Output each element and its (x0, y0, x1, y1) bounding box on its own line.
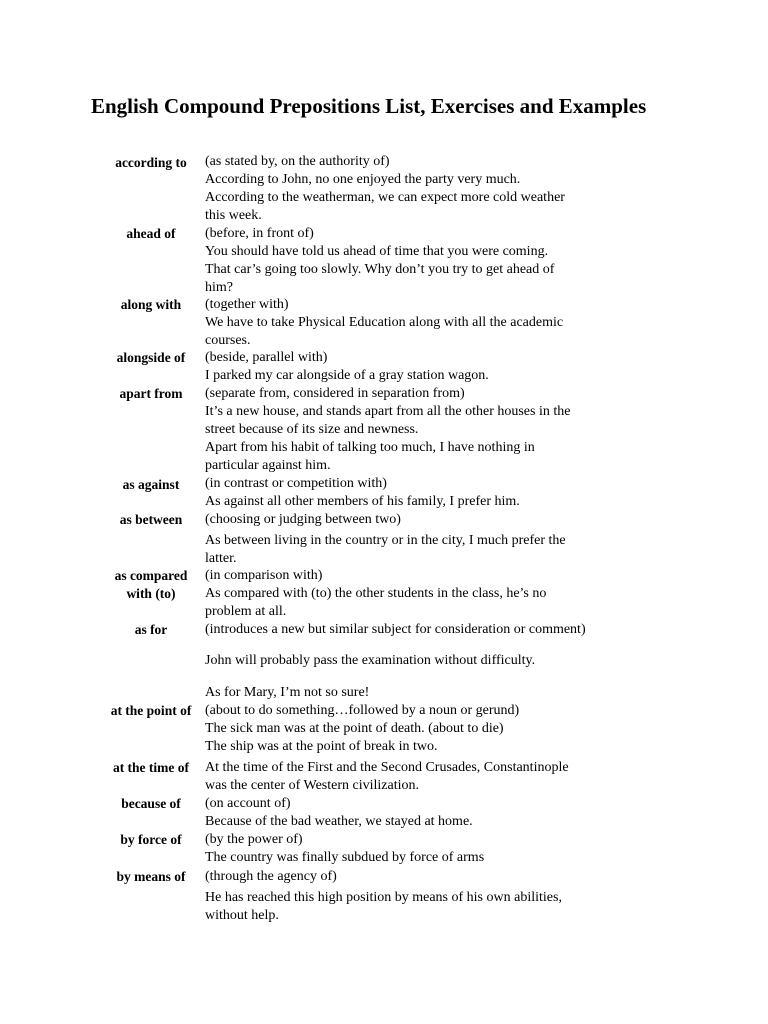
entry-example: John will probably pass the examination without difficulty. (205, 653, 536, 668)
entry-term: along with (120, 297, 182, 312)
entry-example: I parked my car alongside of a gray station wagon. (205, 368, 489, 383)
entry-term: alongside of (116, 350, 186, 365)
entry-example: You should have told us ahead of time that you were coming. (205, 244, 549, 259)
entry-definition: (before, in front of) (205, 226, 314, 241)
entry-definition: (in comparison with) (205, 568, 323, 583)
entry-term: as compared with (to) (114, 568, 188, 601)
entry-example: The country was finally subdued by force of arms (205, 850, 485, 865)
entry-lines (205, 702, 625, 756)
entry-lines (205, 759, 625, 795)
entry-example: latter. (205, 551, 237, 566)
entry-example: He has reached this high position by means of his own abilities, (205, 890, 562, 905)
entry-definition: (introduces a new but similar subject for consideration or comment) (205, 622, 586, 637)
entry-lines (205, 153, 625, 225)
entry-lines (205, 511, 625, 568)
entry-example: street because of its size and newness. (205, 422, 419, 437)
entry-term: apart from (119, 386, 183, 401)
entry-lines (205, 475, 625, 511)
entry-lines (205, 385, 625, 475)
entry-definition: (together with) (205, 297, 289, 312)
entry-example: The sick man was at the point of death. (about to die) (205, 721, 504, 736)
entry-example: The ship was at the point of break in two. (205, 739, 438, 754)
entry-example: According to the weatherman, we can expect more cold weather (205, 190, 565, 205)
entry-term: at the time of (112, 760, 190, 775)
entry-example: We have to take Physical Education along with all the academic (205, 315, 564, 330)
entry-definition: (separate from, considered in separation from) (205, 386, 465, 401)
entry-definition: (on account of) (205, 796, 291, 811)
entry-definition: (beside, parallel with) (205, 350, 328, 365)
entry-lines (205, 621, 625, 702)
entry-example: was the center of Western civilization. (205, 778, 419, 793)
entry-lines (205, 795, 625, 831)
entry-definition: (by the power of) (205, 832, 303, 847)
entry-example: without help. (205, 908, 279, 923)
entry-term: as for (134, 622, 168, 637)
entry-example: At the time of the First and the Second Crusades, Constantinople (205, 760, 569, 775)
entry-lines (205, 567, 625, 621)
entry-definition: (through the agency of) (205, 869, 337, 884)
entry-term: as between (119, 512, 183, 527)
entry-example: As between living in the country or in the city, I much prefer the (205, 533, 566, 548)
entry-lines (205, 349, 625, 385)
entry-term: at the point of (110, 703, 192, 718)
entry-lines (205, 831, 625, 867)
entry-term: by force of (120, 832, 182, 847)
entry-definition: (as stated by, on the authority of) (205, 154, 390, 169)
entry-term: because of (121, 796, 181, 811)
entry-example: According to John, no one enjoyed the party very much. (205, 172, 521, 187)
page-title: English Compound Prepositions List, Exercises and Examples (91, 94, 647, 118)
entry-example: Apart from his habit of talking too much, I have nothing in (205, 440, 535, 455)
entry-example: It’s a new house, and stands apart from all the other houses in the (205, 404, 571, 419)
entry-example: him? (205, 280, 233, 295)
entry-example: As for Mary, I’m not so sure! (205, 685, 370, 700)
entry-example: particular against him. (205, 458, 331, 473)
entry-example: this week. (205, 208, 262, 223)
entry-example: That car’s going too slowly. Why don’t you try to get ahead of (205, 262, 555, 277)
entry-definition: (about to do something…followed by a noun or gerund) (205, 703, 520, 718)
entry-example: Because of the bad weather, we stayed at home. (205, 814, 473, 829)
entry-lines (205, 296, 625, 350)
entry-term: by means of (116, 869, 186, 884)
entry-lines (205, 868, 625, 925)
entry-example: As compared with (to) the other students in the class, he’s no (205, 586, 547, 601)
entry-lines (205, 225, 625, 297)
entry-definition: (choosing or judging between two) (205, 512, 401, 527)
entry-term: ahead of (126, 226, 176, 241)
entry-term: according to (115, 155, 187, 170)
entry-example: problem at all. (205, 604, 287, 619)
entry-example: As against all other members of his family, I prefer him. (205, 494, 520, 509)
entry-term: as against (122, 477, 180, 492)
entry-definition: (in contrast or competition with) (205, 476, 387, 491)
entry-example: courses. (205, 333, 251, 348)
